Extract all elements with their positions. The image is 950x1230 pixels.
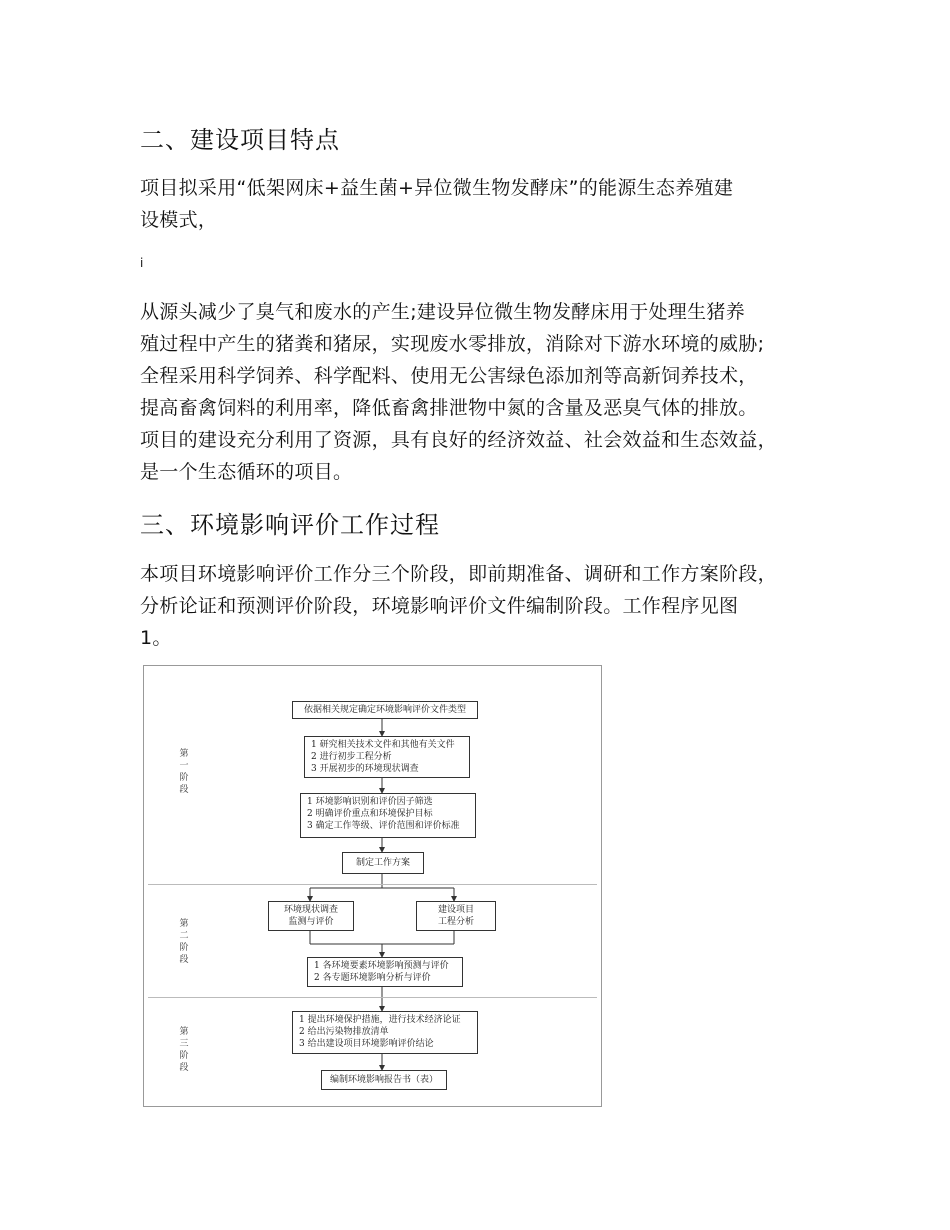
paragraph-mode — [140, 172, 733, 236]
box-report: 编制环境影响报告书（表） — [321, 1070, 447, 1090]
box-measures: 1 提出环境保护措施，进行技术经济论证 2 给出污染物排放清单 3 给出建设项目环境影响评价结论 — [292, 1011, 478, 1054]
box-study: 1 研究相关技术文件和其他有关文件 2 进行初步工程分析 3 开展初步的环境现状调查 — [304, 736, 470, 778]
stage-label-2: 第 二 阶 段 — [179, 919, 189, 965]
text-line: 分析论证和预测评价阶段，环境影响评价文件编制阶段。工作程序见图 — [140, 595, 739, 617]
text-line: 1。 — [140, 627, 172, 649]
text-line: 殖过程中产生的猪粪和猪尿，实现废水零排放，消除对下游水环境的威胁; — [140, 333, 765, 355]
section-heading-features: 二、建设项目特点 — [140, 126, 340, 154]
box-status-survey: 环境现状调查 监测与评价 — [268, 901, 354, 931]
text-line: 全程采用科学饲养、科学配料、使用无公害绿色添加剂等高新饲养技术， — [140, 365, 758, 387]
workflow-figure — [143, 665, 602, 1107]
paragraph-process — [140, 558, 777, 654]
text-line: 本项目环境影响评价工作分三个阶段，即前期准备、调研和工作方案阶段， — [140, 563, 777, 585]
stage-label-1: 第 一 阶 段 — [179, 749, 189, 795]
stray-mark: i — [140, 256, 144, 270]
box-identify: 1 环境影响识别和评价因子筛选 2 明确评价重点和环境保护目标 3 确定工作等级、评价范围和评价标准 — [300, 793, 476, 838]
section-heading-process: 三、环境影响评价工作过程 — [140, 511, 440, 539]
text-line: 提高畜禽饲料的利用率，降低畜禽排泄物中氮的含量及恶臭气体的排放。 — [140, 397, 758, 419]
text-line: 项目拟采用“低架网床+益生菌+异位微生物发酵床”的能源生态养殖建 — [140, 177, 734, 199]
box-work-plan: 制定工作方案 — [342, 852, 424, 874]
stage-divider — [148, 997, 597, 998]
stage-divider — [148, 884, 597, 885]
stage-label-3: 第 三 阶 段 — [179, 1027, 189, 1073]
text-line: 设模式， — [140, 209, 218, 231]
box-determine-type: 依据相关规定确定环境影响评价文件类型 — [292, 701, 478, 719]
paragraph-benefits — [140, 296, 777, 488]
box-project-analysis: 建设项目 工程分析 — [416, 901, 496, 931]
box-prediction: 1 各环境要素环境影响预测与评价 2 各专题环境影响分析与评价 — [307, 957, 463, 987]
text-line: 项目的建设充分利用了资源，具有良好的经济效益、社会效益和生态效益， — [140, 429, 777, 451]
text-line: 是一个生态循环的项目。 — [140, 461, 353, 483]
text-line: 从源头减少了臭气和废水的产生;建设异位微生物发酵床用于处理生猪养 — [140, 301, 746, 323]
